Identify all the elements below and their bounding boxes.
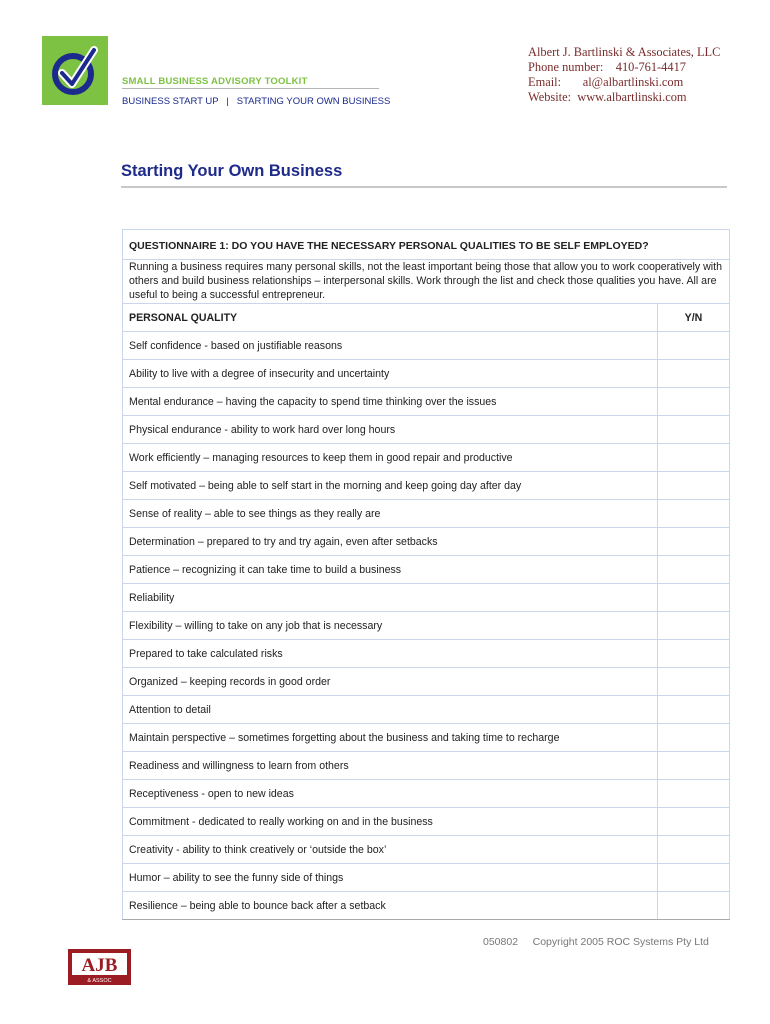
yn-answer-cell[interactable] — [657, 444, 729, 472]
yn-answer-cell[interactable] — [657, 360, 729, 388]
column-header-yn: Y/N — [657, 304, 729, 332]
checkmark-icon — [42, 36, 108, 105]
table-row — [123, 584, 730, 612]
questionnaire-intro: Running a business requires many personal skills, not the least important being those that allow you to work cooperatively with others and build business relationships – interpersonal skills. Work through the list and check those qualities you have. All are useful to being a successful entrepreneur. — [123, 260, 730, 304]
quality-label: Flexibility – willing to take on any job that is necessary — [123, 612, 658, 640]
quality-label: Determination – prepared to try and try again, even after setbacks — [123, 528, 658, 556]
table-row — [123, 668, 730, 696]
quality-label: Physical endurance - ability to work hard over long hours — [123, 416, 658, 444]
quality-label: Ability to live with a degree of insecurity and uncertainty — [123, 360, 658, 388]
ajb-logo — [68, 949, 131, 985]
quality-label: Commitment - dedicated to really working on and in the business — [123, 808, 658, 836]
table-row — [123, 612, 730, 640]
table-row — [123, 360, 730, 388]
yn-answer-cell[interactable] — [657, 416, 729, 444]
company-name: Albert J. Bartlinski & Associates, LLC — [528, 45, 721, 59]
table-row — [123, 388, 730, 416]
table-row — [123, 696, 730, 724]
yn-answer-cell[interactable] — [657, 500, 729, 528]
yn-answer-cell[interactable] — [657, 836, 729, 864]
toolkit-logo — [42, 36, 108, 105]
table-row — [123, 556, 730, 584]
contact-block — [528, 45, 720, 105]
toolkit-label: SMALL BUSINESS ADVISORY TOOLKIT — [122, 76, 308, 87]
quality-label: Sense of reality – able to see things as they really are — [123, 500, 658, 528]
yn-answer-cell[interactable] — [657, 696, 729, 724]
breadcrumb: BUSINESS START UP | STARTING YOUR OWN BUSINESS — [122, 96, 391, 107]
yn-answer-cell[interactable] — [657, 780, 729, 808]
yn-answer-cell[interactable] — [657, 752, 729, 780]
divider — [122, 88, 379, 89]
table-row — [123, 724, 730, 752]
footer-copyright: 050802 Copyright 2005 ROC Systems Pty Ltd — [483, 936, 709, 948]
svg-text:& ASSOC: & ASSOC — [87, 978, 112, 984]
quality-label: Mental endurance – having the capacity to spend time thinking over the issues — [123, 388, 658, 416]
phone-number: Phone number: 410-761-4417 — [528, 60, 686, 74]
table-row — [123, 808, 730, 836]
website: Website: www.albartlinski.com — [528, 90, 687, 104]
questionnaire-heading: QUESTIONNAIRE 1: DO YOU HAVE THE NECESSARY PERSONAL QUALITIES TO BE SELF EMPLOYED? — [123, 230, 730, 260]
quality-label: Prepared to take calculated risks — [123, 640, 658, 668]
quality-label: Work efficiently – managing resources to keep them in good repair and productive — [123, 444, 658, 472]
table-row — [123, 836, 730, 864]
quality-label: Self motivated – being able to self start in the morning and keep going day after day — [123, 472, 658, 500]
yn-answer-cell[interactable] — [657, 808, 729, 836]
svg-text:AJB: AJB — [81, 955, 118, 976]
questionnaire-table — [122, 229, 730, 920]
yn-answer-cell[interactable] — [657, 612, 729, 640]
quality-label: Patience – recognizing it can take time to build a business — [123, 556, 658, 584]
quality-label: Reliability — [123, 584, 658, 612]
yn-answer-cell[interactable] — [657, 528, 729, 556]
yn-answer-cell[interactable] — [657, 584, 729, 612]
table-row — [123, 780, 730, 808]
table-row — [123, 500, 730, 528]
quality-label: Self confidence - based on justifiable reasons — [123, 332, 658, 360]
column-header-quality: PERSONAL QUALITY — [123, 304, 658, 332]
table-row — [123, 752, 730, 780]
yn-answer-cell[interactable] — [657, 668, 729, 696]
yn-answer-cell[interactable] — [657, 892, 729, 920]
yn-answer-cell[interactable] — [657, 864, 729, 892]
quality-label: Maintain perspective – sometimes forgetting about the business and taking time to recharge — [123, 724, 658, 752]
yn-answer-cell[interactable] — [657, 556, 729, 584]
quality-label: Humor – ability to see the funny side of things — [123, 864, 658, 892]
table-row — [123, 444, 730, 472]
ajb-logo-mark — [68, 949, 131, 985]
table-row — [123, 528, 730, 556]
table-row — [123, 892, 730, 920]
table-row — [123, 416, 730, 444]
yn-answer-cell[interactable] — [657, 724, 729, 752]
table-row — [123, 472, 730, 500]
table-row — [123, 640, 730, 668]
quality-label: Receptiveness - open to new ideas — [123, 780, 658, 808]
quality-label: Resilience – being able to bounce back after a setback — [123, 892, 658, 920]
page-title: Starting Your Own Business — [121, 162, 343, 180]
footer-divider — [122, 919, 730, 920]
quality-label: Readiness and willingness to learn from others — [123, 752, 658, 780]
quality-label: Attention to detail — [123, 696, 658, 724]
yn-answer-cell[interactable] — [657, 388, 729, 416]
table-row — [123, 332, 730, 360]
yn-answer-cell[interactable] — [657, 472, 729, 500]
email-address: Email: al@albartlinski.com — [528, 75, 684, 89]
yn-answer-cell[interactable] — [657, 332, 729, 360]
yn-answer-cell[interactable] — [657, 640, 729, 668]
table-row — [123, 864, 730, 892]
quality-label: Organized – keeping records in good order — [123, 668, 658, 696]
title-divider — [121, 186, 727, 188]
quality-label: Creativity - ability to think creatively or ‘outside the box’ — [123, 836, 658, 864]
